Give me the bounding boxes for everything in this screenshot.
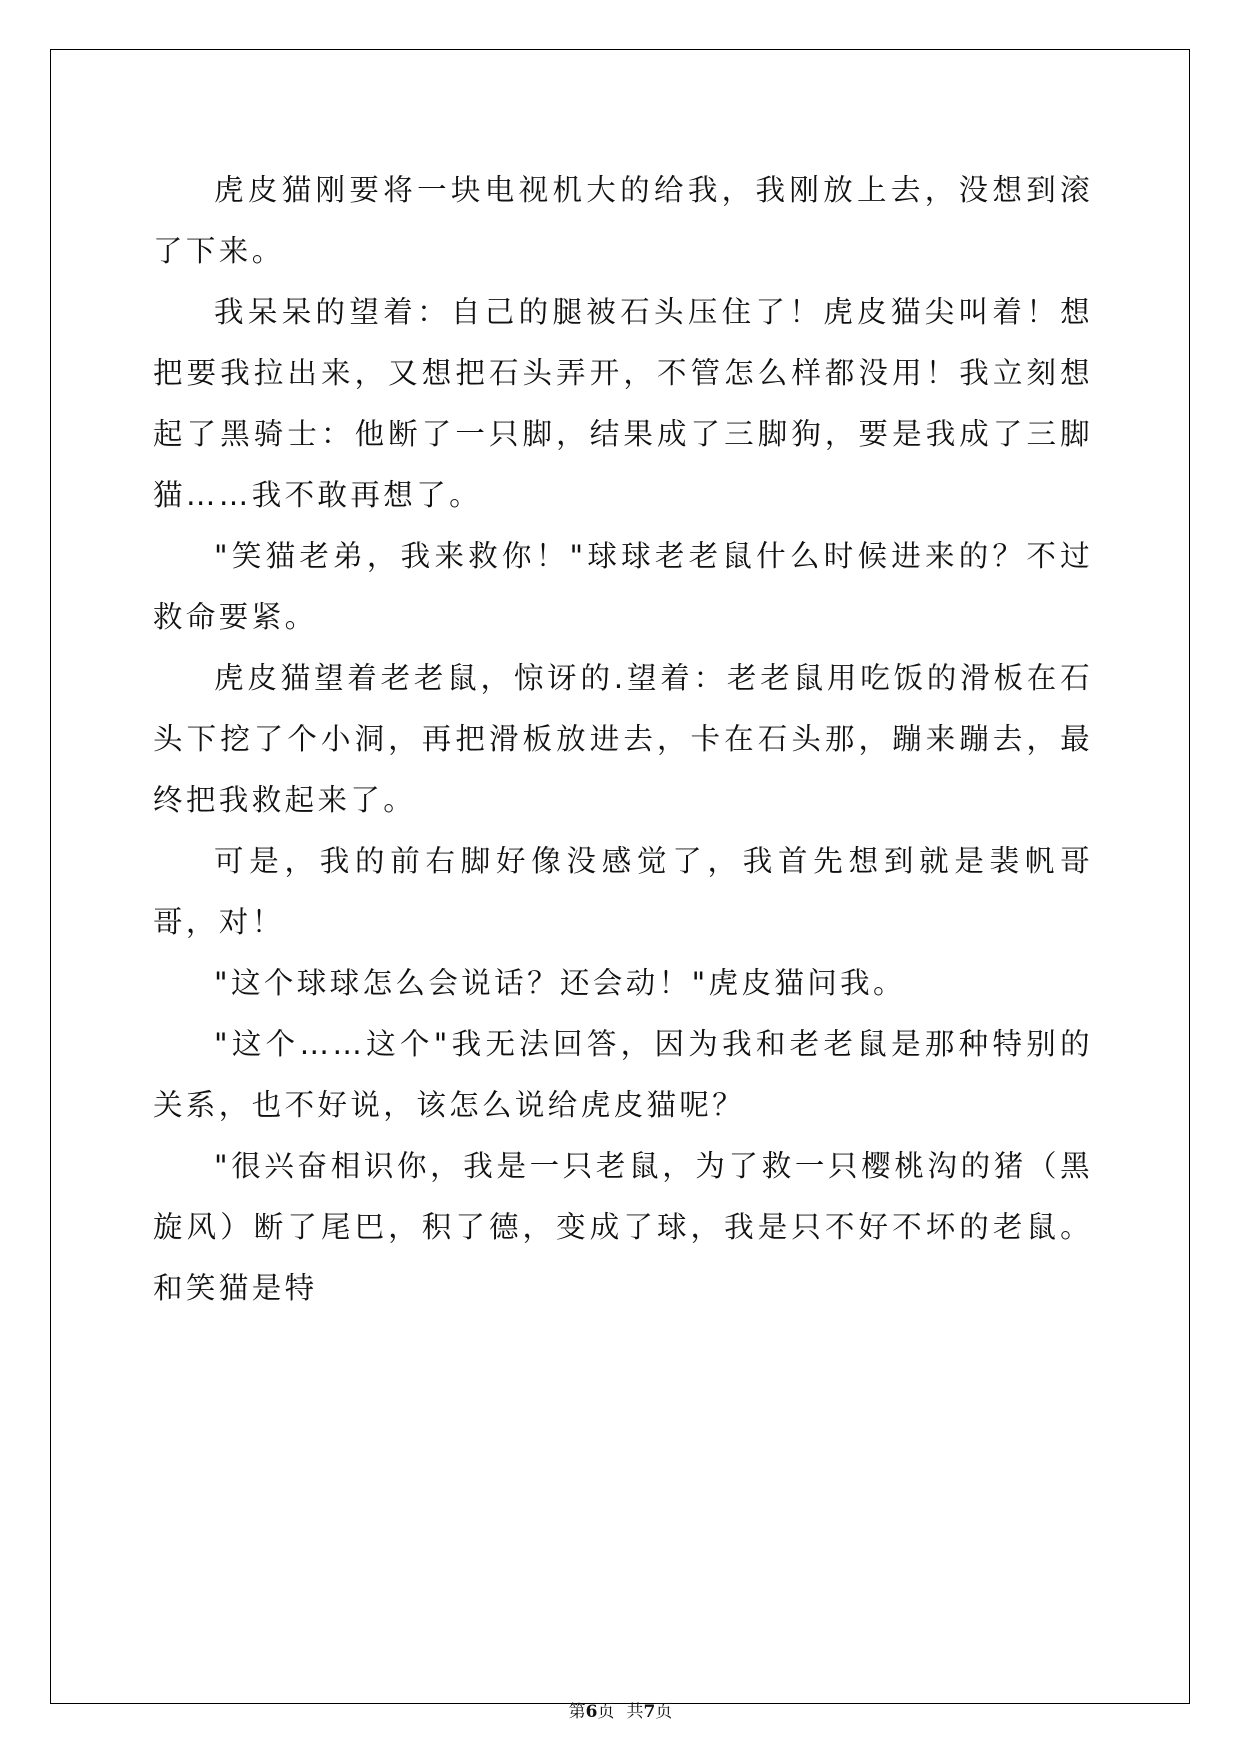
total-unit: 页 — [655, 1702, 673, 1722]
paragraph: 虎皮猫刚要将一块电视机大的给我，我刚放上去，没想到滚了下来。 — [153, 173, 1093, 268]
page-current: 6 — [585, 1702, 598, 1722]
page-prefix: 第 — [568, 1702, 586, 1722]
paragraph: 虎皮猫望着老老鼠，惊讶的.望着：老老鼠用吃饭的滑板在石头下挖了个小洞，再把滑板放进去，卡在石头那，蹦来蹦去，最终把我救起来了。 — [153, 661, 1093, 817]
paragraph: 我呆呆的望着：自己的腿被石头压住了！虎皮猫尖叫着！想把要我拉出来，又想把石头弄开，不管怎么样都没用！我立刻想起了黑骑士：他断了一只脚，结果成了三脚狗，要是我成了三脚猫……我不敢再想了。 — [153, 295, 1093, 512]
page-footer — [0, 1697, 1241, 1722]
document-body — [153, 160, 1093, 1319]
total-prefix: 共 — [626, 1702, 644, 1722]
paragraph: "这个球球怎么会说话？还会动！"虎皮猫问我。 — [214, 966, 906, 1000]
page-total: 7 — [643, 1702, 656, 1722]
paragraph: 可是，我的前右脚好像没感觉了，我首先想到就是裴帆哥哥，对！ — [153, 844, 1093, 939]
paragraph: "这个……这个"我无法回答，因为我和老老鼠是那种特别的关系，也不好说，该怎么说给虎皮猫呢？ — [153, 1027, 1093, 1122]
paragraph: "很兴奋相识你，我是一只老鼠，为了救一只樱桃沟的猪（黑旋风）断了尾巴，积了德，变成了球，我是只不好不坏的老鼠。和笑猫是特 — [153, 1149, 1093, 1305]
paragraph: "笑猫老弟，我来救你！"球球老老鼠什么时候进来的？不过救命要紧。 — [153, 539, 1093, 634]
page-unit: 页 — [597, 1702, 615, 1722]
